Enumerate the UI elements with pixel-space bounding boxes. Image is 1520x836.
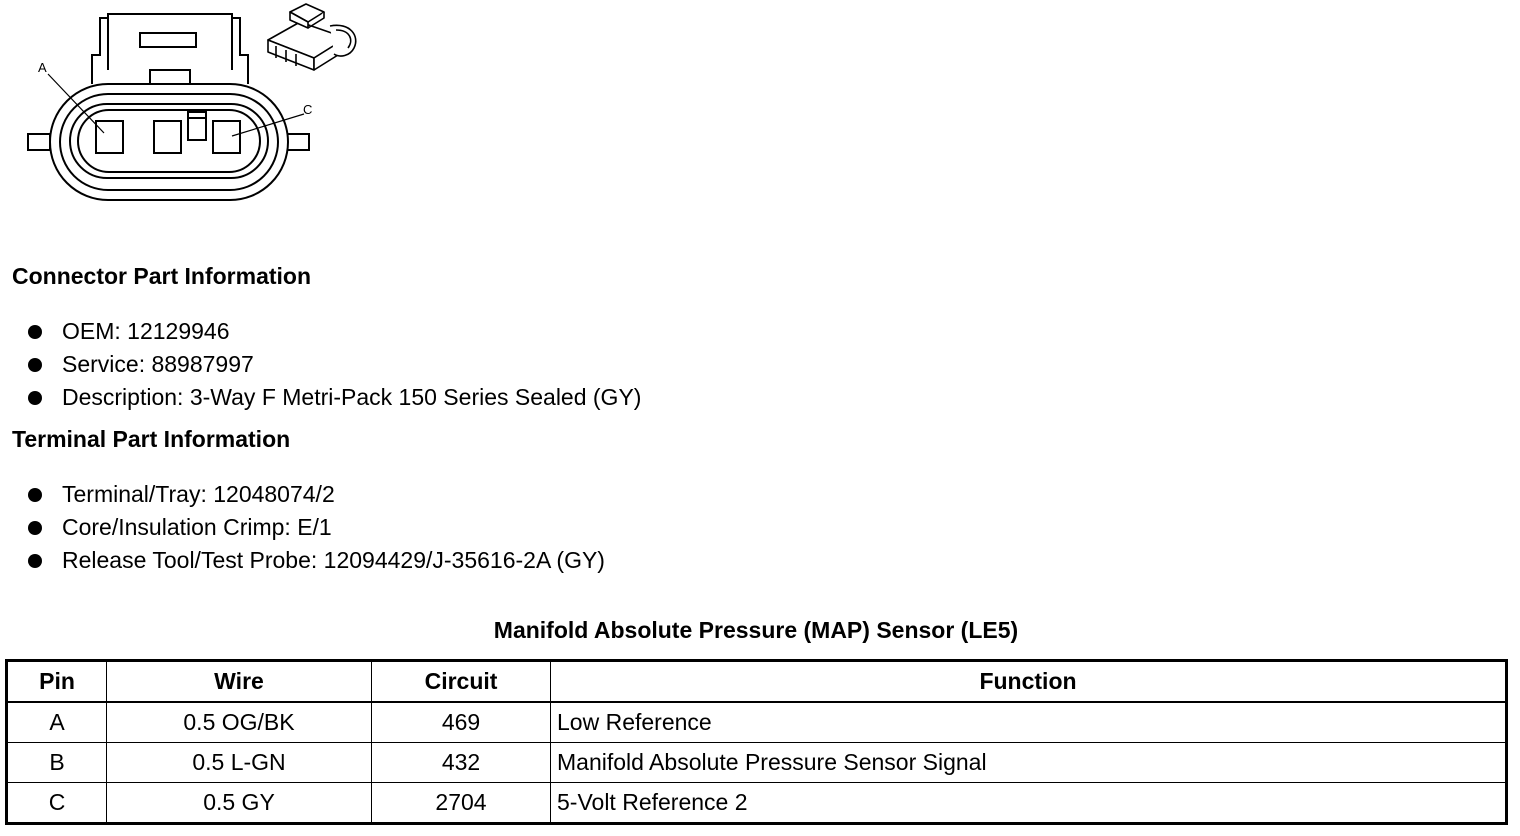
cell-wire: 0.5 OG/BK [107,702,372,743]
cell-circuit: 432 [372,743,551,783]
list-item: Description: 3-Way F Metri-Pack 150 Series Sealed (GY) [28,381,641,414]
bullet-icon [28,488,42,502]
cell-circuit: 2704 [372,783,551,824]
latch-housing [92,14,248,84]
bullet-icon [28,325,42,339]
table-header-row [7,661,1507,703]
list-item: Core/Insulation Crimp: E/1 [28,511,605,544]
cell-wire: 0.5 L-GN [107,743,372,783]
header-pin: Pin [7,661,107,703]
pin-a-label: A [38,60,47,75]
header-function: Function [551,661,1507,703]
pin-c-label: C [303,102,313,117]
terminal-part-info-list [28,478,605,577]
connector-body [50,84,288,200]
table-row [7,702,1507,743]
cell-pin: B [7,743,107,783]
pinout-table [5,659,1508,825]
bullet-icon [28,391,42,405]
table-title: Manifold Absolute Pressure (MAP) Sensor (LE5) [493,617,1019,643]
cell-pin: A [7,702,107,743]
cell-function: Manifold Absolute Pressure Sensor Signal [551,743,1507,783]
cell-wire: 0.5 GY [107,783,372,824]
list-item: Service: 88987997 [28,348,641,381]
bullet-icon [28,554,42,568]
header-circuit: Circuit [372,661,551,703]
right-tab [287,134,309,150]
table-row [7,783,1507,824]
connector-diagram [0,0,380,215]
cell-function: Low Reference [551,702,1507,743]
bullet-icon [28,358,42,372]
left-tab [28,134,50,150]
connector-part-info-list [28,315,641,414]
cell-pin: C [7,783,107,824]
list-item: OEM: 12129946 [28,315,641,348]
list-item: Release Tool/Test Probe: 12094429/J-35616-2A (GY) [28,544,605,577]
list-item: Terminal/Tray: 12048074/2 [28,478,605,511]
cell-function: 5-Volt Reference 2 [551,783,1507,824]
bullet-icon [28,521,42,535]
connector-part-info-title: Connector Part Information [12,263,312,289]
header-wire: Wire [107,661,372,703]
terminal-part-info-title: Terminal Part Information [12,426,291,452]
cell-circuit: 469 [372,702,551,743]
connector-thumbnail [268,4,356,70]
table-row [7,743,1507,783]
